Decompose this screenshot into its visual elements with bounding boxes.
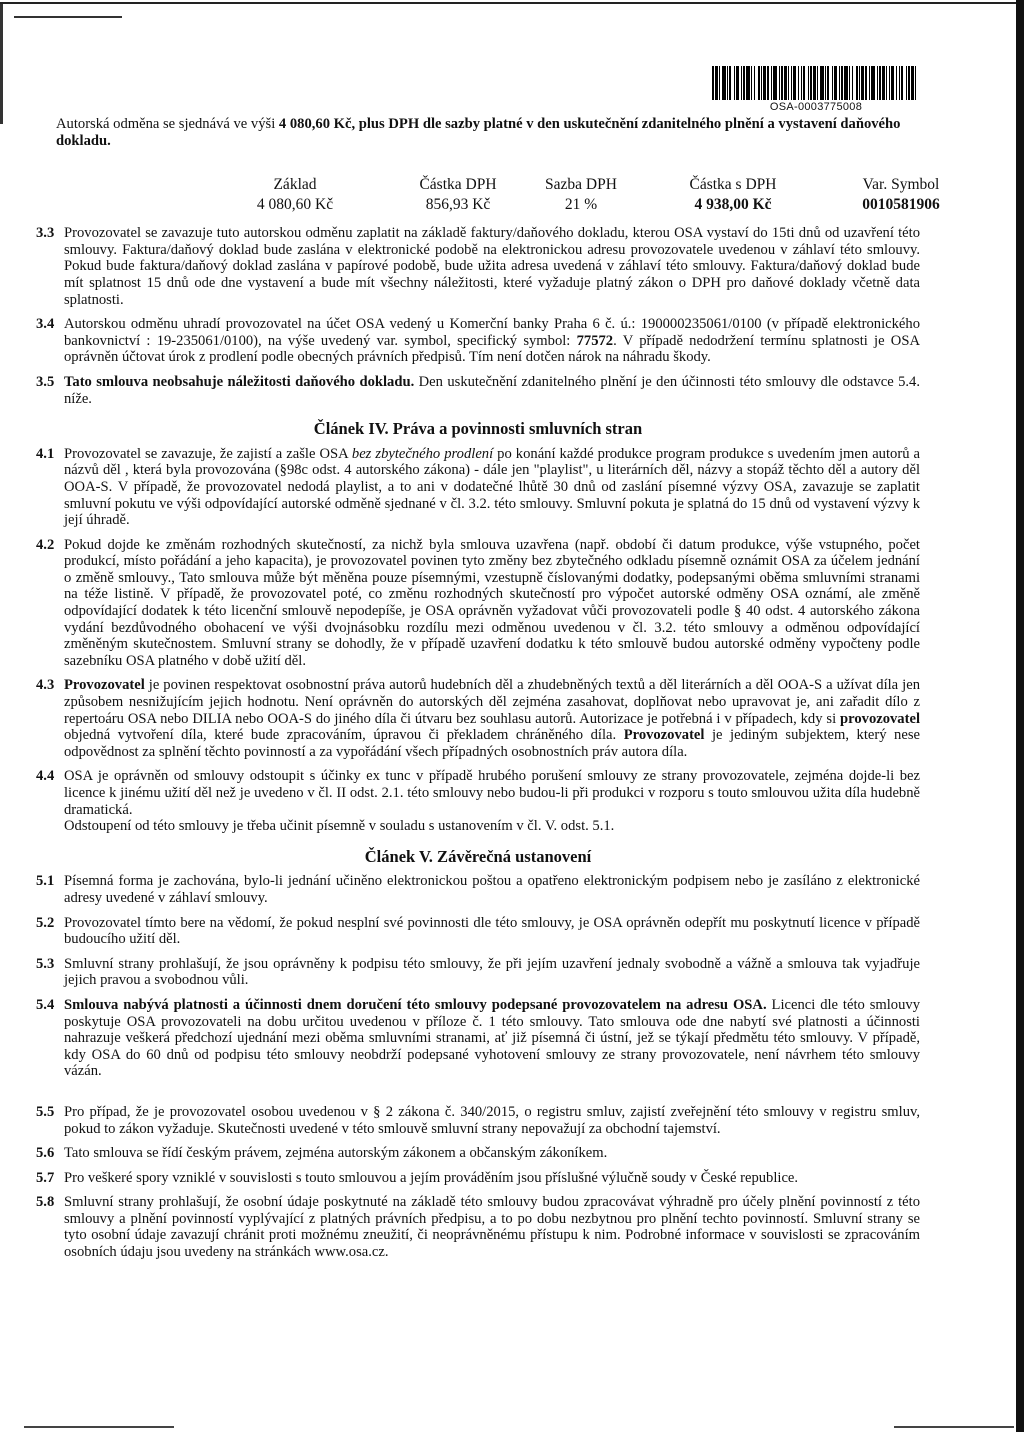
- barcode-bar: [771, 66, 772, 100]
- vat-value-total: 4 938,00 Kč: [694, 196, 772, 214]
- vat-header-base: Základ: [273, 176, 317, 194]
- barcode-bar: [758, 66, 760, 100]
- clause-text: Provozovatel se zavazuje tuto autorskou odměnu zaplatit na základě faktury/daňového dokladu, kterou OSA vystaví do 15ti dnů od uzavření této smlouvy. Faktura/daňový doklad bude zaslána v elektronické podobě na elektronickou adresu provozovatele uvedenou v záhlaví této smlouvy. Pokud bude faktura/daňový doklad zaslána v papírové podobě, bude užita adresa uvedená v záhlaví této smlouvy. Faktura/daňový doklad bude mít splatnost 15 dnů ode dne vystavení a bude mít všechny náležitosti, které vyžaduje platný zákon o DPH pro daňové doklady včetně data splatnosti.: [64, 225, 920, 308]
- barcode-bar: [781, 66, 783, 100]
- barcode-bar: [746, 66, 750, 100]
- barcode-bar: [899, 66, 900, 100]
- clause-text: Pro veškeré spory vzniklé v souvislosti s touto smlouvou a jejím prováděním jsou příslušné výlučně soudy v České republice.: [64, 1169, 799, 1186]
- clause-text: Smluvní strany prohlašují, že jsou oprávněny k podpisu této smlouvy, že při jejím uzavření jednaly svobodně a vážně a smlouva tak vyjadřuje jejich pravou a svobodnou vůli.: [64, 955, 920, 989]
- barcode: [712, 66, 920, 113]
- clause-text: Autorskou odměnu uhradí provozovatel na účet OSA vedený u Komerční banky Praha 6 č. ú.: 190000235061/0100 (v případě elektronického bankovnictví : 19-235061/0100), na výše uvedený var. symbol, specifický symbol: 77572. V případě nedodržení termínu splatnosti je OSA oprávněn účtovat úrok z prodlení podle obecných právních předpisů. Tím není dotčen nárok na náhradu škody.: [64, 316, 920, 366]
- barcode-bar: [712, 66, 714, 100]
- clause-4-2: [36, 537, 920, 670]
- vat-value-base: 4 080,60 Kč: [256, 196, 334, 214]
- scan-edge-left: [0, 4, 3, 124]
- clause-number: 3.4: [36, 316, 55, 333]
- clause-text: Pokud dojde ke změnám rozhodných skutečností, za nichž byla smlouva uzavřena (např. období či datum produkce, výše vstupného, počet produkcí, místo pořádání a jeho kapacita), je provozovatel povinen tyto změny bez zbytečného odkladu písemně oznámit OSA za účelem jednání o změně smlouvy., Tato smlouva může být měněna pouze písemnými, vzestupně číslovanými dodatky, podepsanými oběma smluvními stranami na téže listině. V případě, že provozovatel poté, co změnu rozhodných skutečností pro výpočet autorské odměny OSA oznámí, ale změně odpovídající dodatek k této licenční smlouvě nepodepíše, je OSA oprávněn vyžadovat vůči provozovateli podle § 40 odst. 4 autorského zákona vydání bezdůvodného obohacení ve výši dvojnásobku rozdílu mezi odměnou uvedenou v čl. 3.2. této smlouvy a odměnou odpovídající změněným skutečnostem. Smluvní strany se dohodly, že v případě uzavření dodatku k této smlouvě budou autorské odměny vypočteny podle sazebníku OSA platného v době užití děl.: [64, 536, 920, 669]
- clause-4-4: [36, 768, 920, 818]
- clause-text: Smlouva nabývá platnosti a účinnosti dnem doručení této smlouvy podepsané provozovatelem na adresu OSA. Licenci dle této smlouvy poskytuje OSA provozovateli na dobu určitou uvedenou v příloze č. 1 této smlouvy. Tato smlouva ode dne nabytí své platnosti a účinnosti nahrazuje veškerá předchozí ujednání mezi oběma smluvními stranami, ať již písemná či ústní, jež se týkají předmětu této smlouvy. V případě, kdy OSA do 60 dnů od podpisu této smlouvy neobdrží podepsané vyhotovení smlouvy ze strany provozovatele, není návrhem této smlouvy vázán.: [64, 996, 920, 1080]
- barcode-bar: [729, 66, 731, 100]
- clause-5-8: [36, 1194, 920, 1260]
- clause-number: 4.2: [36, 536, 55, 553]
- vat-value-vat-rate: 21 %: [564, 196, 598, 214]
- vat-value-var-symbol: 0010581906: [862, 196, 940, 214]
- clause-number: 5.3: [36, 955, 55, 972]
- scan-edge-right: [1016, 0, 1024, 1432]
- barcode-bar: [879, 66, 881, 100]
- barcode-bar: [784, 66, 787, 100]
- clause-text: Pro případ, že je provozovatel osobou uvedenou v § 2 zákona č. 340/2015, o registru smluv, zajistí zveřejnění této smlouvy v registru smluv, pokud to zákon vyžaduje. Skutečnosti uvedené v této smlouvě smluvní strany nepovažují za obchodní tajemství.: [64, 1103, 920, 1137]
- clause-5-3: [36, 956, 920, 989]
- barcode-bar: [788, 66, 789, 100]
- scan-edge-bottom-right: [894, 1426, 1014, 1428]
- clause-text: Smluvní strany prohlašují, že osobní údaje poskytnuté na základě této smlouvy budou zpracovávat výhradně pro účely plnění povinností z této smlouvy a plnění povinností vyplývající z platných právních předpisu, a to po dobu nezbytnou pro plnění techto povinností. Smluvní strany se tyto osobní údaje zavazují chránit proti možnému zneužití, či neoprávněnému přístupu k nim. Podrobné informace v souvislosti se zpracováním osobních údaju jsou uvedeny na stránkách www.osa.cz.: [64, 1194, 920, 1261]
- vat-header-vat-rate: Sazba DPH: [545, 176, 617, 194]
- clause-text: Tato smlouva neobsahuje náležitosti daňového dokladu. Den uskutečnění zdanitelného plnění je den účinnosti této smlouvy dle odstavce 5.4. níže.: [64, 373, 920, 407]
- clause-4-4-extra: Odstoupení od této smlouvy je třeba učinit písemně v souladu s ustanovením v čl. V. odst. 5.1.: [64, 818, 615, 835]
- barcode-bar: [803, 66, 805, 100]
- barcode-bar: [813, 66, 816, 100]
- clause-5-2: [36, 915, 920, 948]
- barcode-bar: [773, 66, 777, 100]
- clause-number: 5.5: [36, 1103, 55, 1120]
- barcode-bar: [844, 66, 848, 100]
- clause-4-1: [36, 446, 920, 529]
- spacer: [36, 1080, 920, 1096]
- barcode-bar: [719, 66, 720, 100]
- clause-3-5: [36, 374, 920, 407]
- barcode-bars: [712, 66, 920, 100]
- barcode-bar: [736, 66, 739, 100]
- clause-3-3: [36, 225, 920, 308]
- clause-number: 5.6: [36, 1145, 55, 1162]
- barcode-bar: [798, 66, 799, 100]
- barcode-bar: [871, 66, 875, 100]
- barcode-bar: [832, 66, 833, 100]
- clause-4-3: [36, 677, 920, 760]
- intro-text: Autorská odměna se sjednává ve výši: [56, 116, 279, 132]
- clause-text: OSA je oprávněn od smlouvy odstoupit s účinky ex tunc v případě hrubého porušení smlouvy ze strany provozovatele, zejména dojde-li bez licence k jinému užití děl než je uvedeno v čl. II odst. 2.1. této smlouvy nebo budou-li při produkci v rozporu s touto smlouvou užita díla hudebně dramatická.: [64, 768, 920, 818]
- barcode-bar: [793, 66, 796, 100]
- barcode-bar: [734, 66, 735, 100]
- barcode-bar: [861, 66, 864, 100]
- clause-text: Písemná forma je zachována, bylo-li jednání učiněno elektronickou poštou a opatřeno elektronickým podpisem nebo je zasíláno z elektronické adresy uvedené v záhlaví smlouvy.: [64, 873, 920, 906]
- scan-edge-top: [0, 2, 1024, 4]
- barcode-bar: [779, 66, 780, 100]
- barcode-bar: [763, 66, 766, 100]
- vat-value-vat-amount: 856,93 Kč: [425, 196, 491, 214]
- scan-mark-left: [14, 16, 122, 18]
- barcode-bar: [727, 66, 728, 100]
- clause-number: 5.1: [36, 873, 55, 890]
- barcode-bar: [841, 66, 843, 100]
- barcode-bar: [827, 66, 829, 100]
- barcode-bar: [820, 66, 824, 100]
- clause-number: 3.5: [36, 373, 55, 390]
- barcode-bar: [791, 66, 792, 100]
- vat-table: [196, 175, 940, 215]
- barcode-bar: [825, 66, 826, 100]
- barcode-bar: [761, 66, 762, 100]
- clause-text: Provozovatel je povinen respektovat osobnostní práva autorů hudebních děl a zhudebněných textů a děl literárních a děl OOA-S a užívat díla jen způsobem nesnižujícím jejich hodnotu. Není oprávněn do autorských děl zejména zasahovat, doplňovat nebo upravovat je, ani zařadit dílo z repertoáru OSA nebo DILIA nebo OOA-S do jiného díla či útvaru bez souhlasu autorů. Autorizace je potřebná i v případech, kdy si provozovatel objedná vytvoření díla, které bude zpracováním, úpravou či překladem chráněného díla. Provozovatel je jediným subjektem, který nese odpovědnost za splnění těchto povinností a za vypořádání všech případných osobnostních práv autora díla.: [64, 677, 920, 760]
- article-4-heading: Článek IV. Práva a povinnosti smluvních stran: [313, 419, 643, 439]
- clause-number: 4.1: [36, 445, 55, 462]
- clause-text: Tato smlouva se řídí českým právem, zejména autorským zákonem a občanským zákoníkem.: [64, 1145, 608, 1162]
- clause-5-6: [36, 1145, 920, 1162]
- clause-number: 5.4: [36, 996, 55, 1013]
- barcode-bar: [767, 66, 769, 100]
- barcode-bar: [896, 66, 897, 100]
- barcode-bar: [715, 66, 718, 100]
- clause-number: 4.4: [36, 768, 55, 785]
- barcode-bar: [882, 66, 885, 100]
- barcode-bar: [852, 66, 853, 100]
- barcode-bar: [859, 66, 860, 100]
- barcode-bar: [808, 66, 809, 100]
- clause-number: 5.7: [36, 1169, 55, 1186]
- clause-text: Provozovatel tímto bere na vědomí, že pokud nesplní své povinnosti dle této smlouvy, je OSA oprávněn odepřít mu poskytnutí licence v případě budoucího užití děl.: [64, 914, 920, 948]
- document-body: [36, 116, 940, 1261]
- clause-3-4: [36, 316, 920, 366]
- barcode-bar: [865, 66, 867, 100]
- barcode-bar: [839, 66, 840, 100]
- barcode-bar: [889, 66, 890, 100]
- barcode-bar: [754, 66, 755, 100]
- intro-paragraph: [36, 116, 920, 149]
- barcode-bar: [886, 66, 887, 100]
- clause-text: Provozovatel se zavazuje, že zajistí a zašle OSA bez zbytečného prodlení po konání každé produkce program produkce s uvedením jmen autorů a názvů děl , která byla provozována (§98c odst. 4 autorského zákona) - dále jen "playlist", u literárních děl, názvy a stopáž těchto děl a autory děl OOA-S. V případě, že provozovatel nedodá playlist, a to ani v dodatečné lhůtě 30 dnů od zaslání písemné výzvy OSA, zavazuje se zaplatit smluvní pokutu ve výši odpovídající autorské odměně sjednané v čl. 3.2. této smlouvy. Smluvní pokuta je splatná do 15 dnů od vystavení výzvy k její úhradě.: [64, 445, 920, 529]
- barcode-bar: [915, 66, 916, 100]
- barcode-bar: [743, 66, 745, 100]
- clause-number: 5.2: [36, 914, 55, 931]
- intro-bold-text: 4 080,60 Kč, plus DPH dle sazby platné v den uskutečnění zdanitelného plnění a vystavení daňového dokladu.: [56, 116, 901, 149]
- barcode-bar: [810, 66, 812, 100]
- barcode-bar: [906, 66, 907, 100]
- clause-number: 3.3: [36, 225, 55, 242]
- scan-edge-bottom-left: [24, 1426, 174, 1428]
- barcode-bar: [911, 66, 914, 100]
- clause-5-4: [36, 997, 920, 1080]
- barcode-bar: [801, 66, 802, 100]
- barcode-bar: [908, 66, 910, 100]
- barcode-bar: [817, 66, 818, 100]
- barcode-bar: [722, 66, 726, 100]
- clause-number: 4.3: [36, 677, 55, 694]
- article-5-heading: Článek V. Závěrečná ustanovení: [364, 846, 592, 866]
- barcode-bar: [891, 66, 894, 100]
- barcode-bar: [751, 66, 752, 100]
- barcode-bar: [856, 66, 858, 100]
- vat-header-total: Částka s DPH: [689, 176, 777, 194]
- barcode-bar: [741, 66, 742, 100]
- vat-header-vat-amount: Částka DPH: [419, 176, 497, 194]
- barcode-bar: [849, 66, 850, 100]
- clause-number: 5.8: [36, 1194, 55, 1211]
- barcode-bar: [877, 66, 878, 100]
- barcode-text: OSA-0003775008: [769, 101, 863, 113]
- clause-5-5: [36, 1104, 920, 1137]
- barcode-bar: [869, 66, 870, 100]
- vat-header-var-symbol: Var. Symbol: [862, 176, 940, 194]
- barcode-bar: [901, 66, 903, 100]
- barcode-bar: [834, 66, 837, 100]
- clause-5-7: [36, 1170, 920, 1187]
- clause-5-1: [36, 873, 920, 906]
